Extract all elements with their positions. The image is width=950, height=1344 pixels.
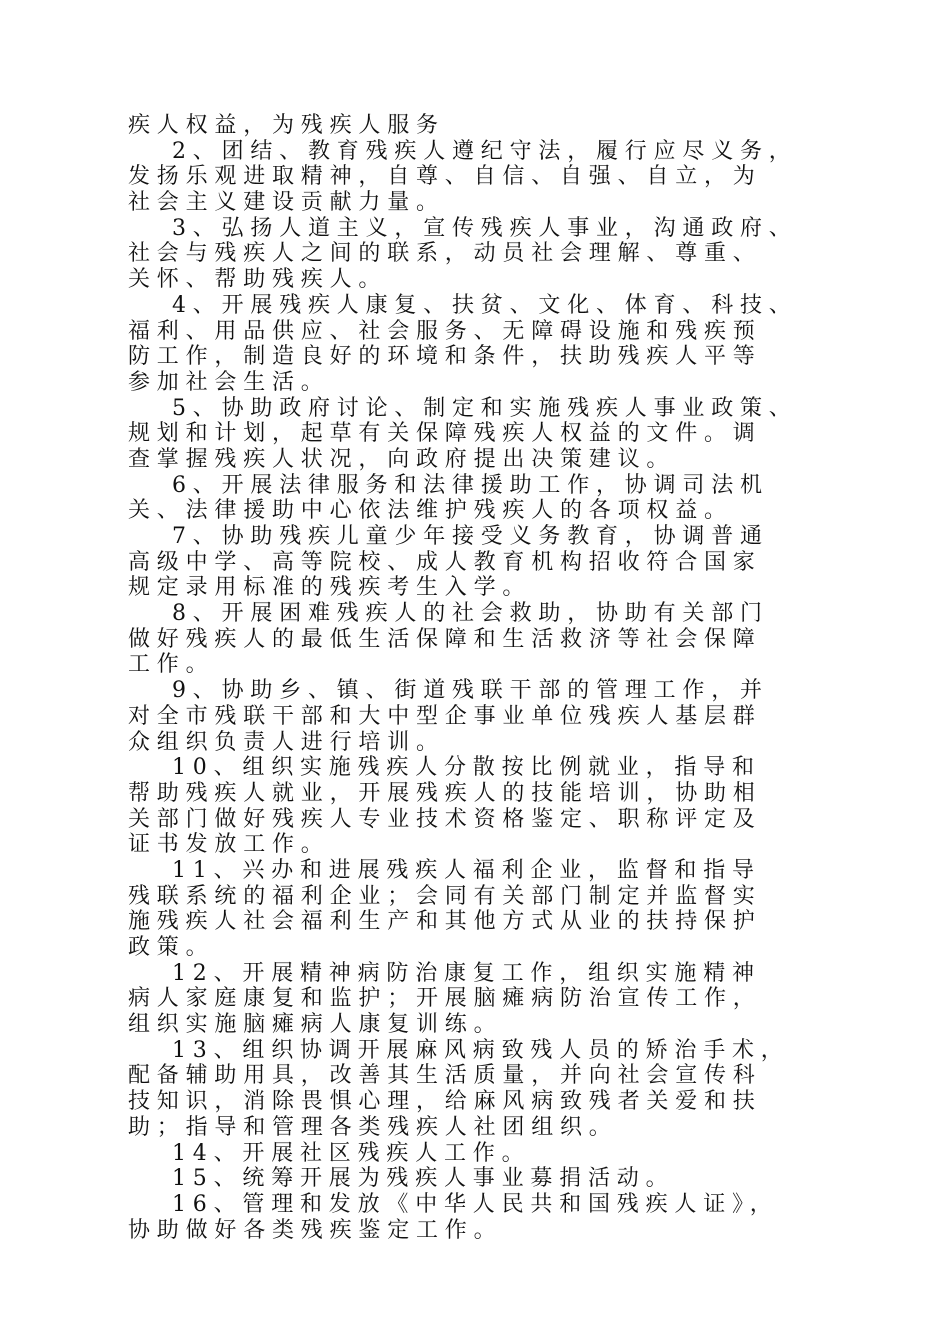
text-line: 疾人权益，为残疾人服务 [128, 113, 445, 138]
text-line: 证书发放工作。 [128, 832, 330, 858]
text-line: 社会主义建设贡献力量。 [128, 190, 445, 216]
text-line: 规划和计划，起草有关保障残疾人权益的文件。调 [128, 421, 762, 447]
text-line: 防工作，制造良好的环境和条件，扶助残疾人平等 [128, 344, 762, 370]
text-line: 4、开展残疾人康复、扶贫、文化、体育、科技、 [172, 292, 798, 318]
text-line: 政策。 [128, 935, 215, 960]
text-line: 帮助残疾人就业，开展残疾人的技能培训，协助相 [128, 780, 762, 806]
text-line: 关、法律援助中心依法维护残疾人的各项权益。 [128, 498, 733, 524]
text-line: 施残疾人社会福利生产和其他方式从业的扶持保护 [128, 909, 762, 935]
text-line: 做好残疾人的最低生活保障和生活救济等社会保障 [128, 626, 762, 652]
text-line: 2、团结、教育残疾人遵纪守法，履行应尽义务， [172, 138, 798, 164]
text-line: 14、开展社区残疾人工作。 [172, 1140, 531, 1166]
text-line: 众组织负责人进行培训。 [128, 729, 445, 755]
text-line: 病人家庭康复和监护；开展脑瘫病防治宣传工作， [128, 986, 762, 1012]
text-line: 13、组织协调开展麻风病致残人员的矫治手术， [172, 1037, 790, 1063]
text-line: 10、组织实施残疾人分散按比例就业，指导和 [172, 755, 761, 781]
text-line: 8、开展困难残疾人的社会救助，协助有关部门 [172, 601, 769, 627]
text-line: 关部门做好残疾人专业技术资格鉴定、职称评定及 [128, 806, 762, 832]
text-line: 规定录用标准的残疾考生入学。 [128, 575, 532, 601]
text-line: 3、弘扬人道主义，宣传残疾人事业，沟通政府、 [172, 215, 798, 241]
text-line: 9、协助乡、镇、街道残联干部的管理工作，并 [172, 678, 769, 704]
text-line: 发扬乐观进取精神，自尊、自信、自强、自立，为 [128, 164, 762, 190]
text-line: 高级中学、高等院校、成人教育机构招收符合国家 [128, 549, 762, 575]
text-line: 福利、用品供应、社会服务、无障碍设施和残疾预 [128, 318, 762, 344]
text-line: 11、兴办和进展残疾人福利企业，监督和指导 [172, 857, 761, 883]
text-line: 关怀、帮助残疾人。 [128, 267, 388, 293]
text-line: 7、协助残疾儿童少年接受义务教育，协调普通 [172, 524, 769, 549]
text-line: 12、开展精神病防治康复工作，组织实施精神 [172, 960, 761, 986]
text-line: 15、统筹开展为残疾人事业募捐活动。 [172, 1166, 675, 1192]
text-line: 查掌握残疾人状况，向政府提出决策建议。 [128, 446, 676, 472]
text-line: 配备辅助用具，改善其生活质量，并向社会宣传科 [128, 1063, 762, 1089]
text-line: 16、管理和发放《中华人民共和国残疾人证》， [172, 1191, 779, 1217]
text-line: 社会与残疾人之间的联系，动员社会理解、尊重、 [128, 241, 762, 267]
text-line: 残联系统的福利企业；会同有关部门制定并监督实 [128, 883, 762, 909]
document-body [128, 113, 888, 1243]
text-line: 5、协助政府讨论、制定和实施残疾人事业政策、 [172, 395, 798, 421]
text-line: 工作。 [128, 652, 215, 678]
text-line: 协助做好各类残疾鉴定工作。 [128, 1217, 503, 1243]
text-line: 组织实施脑瘫病人康复训练。 [128, 1012, 503, 1038]
text-line: 技知识，消除畏惧心理，给麻风病致残者关爱和扶 [128, 1089, 762, 1115]
text-line: 6、开展法律服务和法律援助工作，协调司法机 [172, 472, 769, 498]
text-line: 参加社会生活。 [128, 369, 330, 395]
text-line: 助；指导和管理各类残疾人社团组织。 [128, 1114, 618, 1140]
text-line: 对全市残联干部和大中型企事业单位残疾人基层群 [128, 703, 762, 729]
